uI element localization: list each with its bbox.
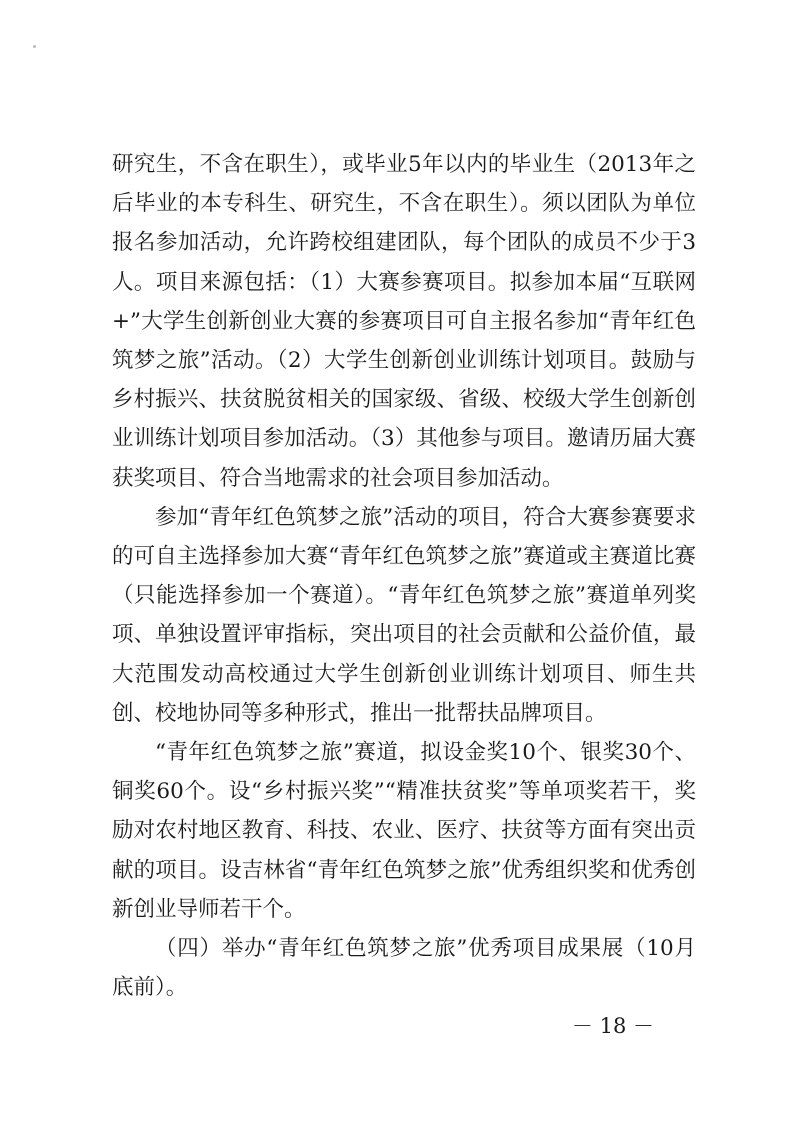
scan-speck: [33, 45, 36, 48]
paragraph-exhibition-heading: （四）举办“青年红色筑梦之旅”优秀项目成果展（10月底前）。: [112, 936, 696, 1001]
paragraph-awards: “青年红色筑梦之旅”赛道，拟设金奖10个、银奖30个、铜奖60个。设“乡村振兴奖”“精准扶贫奖”等单项奖若干，奖励对农村地区教育、科技、农业、医疗、扶贫等方面有突出贡献的项目。设吉林省“青年红色筑梦之旅”优秀组织奖和优秀创新创业导师若干个。: [112, 740, 696, 922]
page-number: － 18 －: [571, 1014, 654, 1038]
body-text: [112, 145, 696, 1007]
paragraph-track-selection: 参加“青年红色筑梦之旅”活动的项目，符合大赛参赛要求的可自主选择参加大赛“青年红色筑梦之旅”赛道或主赛道比赛（只能选择参加一个赛道）。“青年红色筑梦之旅”赛道单列奖项、单独设置评审指标，突出项目的社会贡献和公益价值，最大范围发动高校通过大学生创新创业训练计划项目、师生共创、校地协同等多种形式，推出一批帮扶品牌项目。: [112, 504, 696, 726]
paragraph-project-sources: 研究生，不含在职生），或毕业5年以内的毕业生（2013年之后毕业的本专科生、研究生，不含在职生）。须以团队为单位报名参加活动，允许跨校组建团队，每个团队的成员不少于3人。项目来源包括：（1）大赛参赛项目。拟参加本届“互联网+”大学生创新创业大赛的参赛项目可自主报名参加“青年红色筑梦之旅”活动。（2）大学生创新创业训练计划项目。鼓励与乡村振兴、扶贫脱贫相关的国家级、省级、校级大学生创新创业训练计划项目参加活动。（3）其他参与项目。邀请历届大赛获奖项目、符合当地需求的社会项目参加活动。: [112, 152, 696, 491]
